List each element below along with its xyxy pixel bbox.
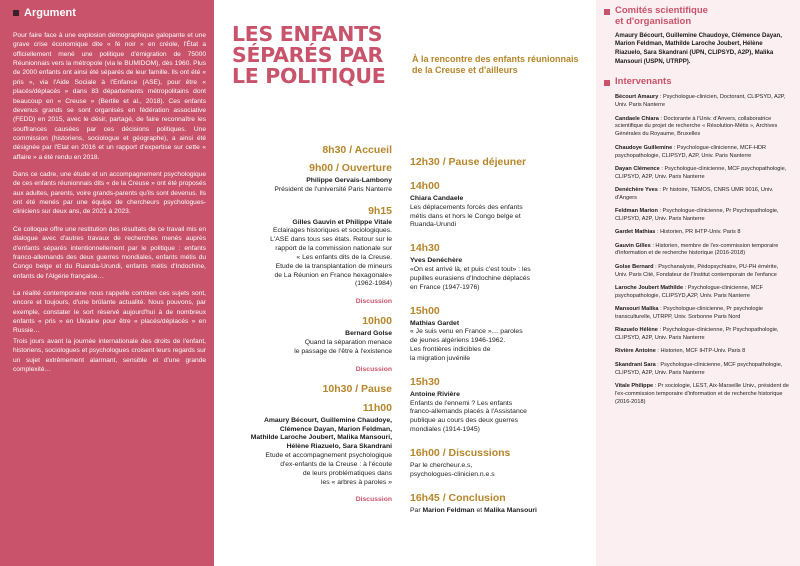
intervenant-info: : Psychologue-clinicienne, Pr Psychopathologie, CLIPSYD, A2P, Univ. Paris Nanterre [615, 327, 779, 342]
session-1000-time: 10h00 [362, 315, 392, 328]
argument-paragraph: Pour faire face à une explosion démographique galopante et une grave crise économique dite « fé noir » en créole, l'État a officiellement mené une politique d'émigration de 75000 Réunionnais vers la métropole (via le BUMIDOM), dès 1960. Plus de 2000 enfants ont ainsi été séparés de leur famille. Ils ont été « pris », via l'Aide Sociale à l'Enfance (ASE), pour être « placés/déplacés » dans 83 départements métropolitains dont beaucoup en « Creuse » (Bertile et al., 2018). Ces enfants devenus grands se sont organisés en fédération associative (FEDD) en 2015, avec le désir, partagé, de faire reconnaître les souffrances causées par ces décisions politiques. Une commission (historiens, sociologue et géographe), a ainsi été désignée par l'Etat en 2016 et un rapport d'expertise sur cette « affaire » a été rendu en 2018. [13, 32, 206, 161]
square-bullet-icon [13, 10, 19, 16]
committee-members: Amaury Bécourt, Guillemine Chaudoye, Clémence Dayan, Marion Feldman, Mathilde Laroche Joubert, Hélène Riazuelo, Sara Skandrani (UPN, CLIPSYD, A2P), Malika Mansouri (USPN, UTRPP). [615, 31, 782, 65]
session-1500-desc-line: de jeunes algériens 1946-1962. [410, 337, 506, 345]
intervenant-info: : Psychologue-clinicienne, MCF psychopathologie, CLIPSYD, A2P, Univ. Paris Nanterre [615, 361, 783, 376]
intervenant-item [615, 116, 790, 140]
argument-paragraph: La réalité contemporaine nous rappelle combien ces sujets sont, encore et toujours, d'une brûlante actualité. Nous pouvons, par exemple, constater le sort réservé aujourd'hui à de nombreux enfants « pris » en Ukraine pour être « placés/déplacés » en Russie… [13, 289, 206, 335]
intervenant-item [615, 229, 790, 237]
discussion-label: Discussion [355, 496, 392, 504]
discussions-desc-line: Par le chercheur.e.s, [410, 461, 473, 469]
intervenant-item [615, 383, 790, 407]
intervenant-name: Rivière Antoine [615, 348, 656, 355]
intervenant-item [615, 327, 790, 343]
intervenant-item [615, 243, 790, 259]
session-1530-desc-line: publique au cours des deux guerres [410, 417, 519, 425]
conclusion-mid: et [474, 506, 485, 514]
intervenant-item [615, 208, 790, 224]
committee-heading [604, 6, 790, 28]
intervenant-item [615, 145, 790, 161]
committee-title-line: et d'organisation [615, 15, 692, 27]
dejeuner-time: 12h30 / Pause déjeuner [410, 156, 527, 168]
pause-time: 10h30 / Pause [322, 382, 392, 395]
intervenant-info: : Pr sociologie, LEST, Aix-Marseille Univ., président de l'ex-commission temporaire d'information et de recherche historique (2016-2018) [615, 382, 789, 405]
intervenant-item [615, 94, 790, 110]
morning-schedule [216, 144, 392, 503]
argument-heading [13, 7, 206, 19]
session-915-desc-line: « Les enfants dits de la Creuse. [296, 253, 392, 261]
intervenant-info: : Psychologue-clinicienne, MCF psychopathologie, CLIPSYD,A2P, Univ. Paris Nanterre [615, 284, 763, 299]
intervenant-item [615, 187, 790, 203]
intervenant-item [615, 362, 790, 378]
intervenant-name: Chaudoye Guillemine [615, 144, 673, 151]
session-1430-time: 14h30 [410, 242, 440, 255]
session-1530-desc-line: franco-allemands placés à l'Assistance [410, 408, 527, 416]
accueil-time: 8h30 / Accueil [322, 144, 392, 156]
session-1100-time: 11h00 [362, 401, 392, 414]
intervenants-list [615, 94, 790, 406]
session-1530-desc-line: Enfants de l'ennemi ? Les enfants [410, 399, 513, 407]
session-1500-desc-line: « Je suis venu en France »… paroles [410, 328, 523, 336]
session-1430-desc-line: pupilles eurasiens d'Indochine déplacés [410, 274, 530, 282]
argument-title: Argument [24, 7, 76, 19]
discussions-time: 16h00 / Discussions [410, 446, 511, 459]
intervenant-name: Mansouri Malika [615, 306, 659, 313]
discussion-label: Discussion [355, 298, 392, 306]
intervenant-item [615, 306, 790, 322]
session-1400-speaker: Chiara Candaele [410, 195, 464, 202]
intervenant-info: : Historien, PR IHTP-Univ. Paris 8 [655, 229, 741, 236]
session-915-desc-line: Eclairages historiques et sociologiques. [272, 227, 392, 235]
argument-paragraph: Dans ce cadre, une étude et un accompagnement psychologique de ces enfants réunionnais dits « de la Creuse » ont été proposés aux adultes, parents, voire grands-parents qu'ils sont devenus. Ils ont été menés par une équipe de chercheurs psychologues-cliniciens sur deux ans, de 2021 à 2023. [13, 171, 206, 216]
intervenant-info: : Historien, MCF IHTP-Univ. Paris 8 [655, 348, 746, 355]
session-915-desc-line: Etude de la transplantation de mineurs [275, 262, 392, 270]
intervenant-name: Denéchère Yves [615, 186, 658, 193]
session-1530-speaker: Antoine Rivière [410, 390, 460, 398]
intervenant-info: : Doctorante à l'Univ. d'Anvers, collaboratrice scientifique du projet de recherche « Résolution-Métis », Archives Générales du Royaume, Bruxelles [615, 115, 778, 138]
argument-paragraph: Trois jours avant la journée internationale des droits de l'enfant, historiens, sociologues et psychologues croisent leurs regards sur un sujet extrêmement alarmant, sensible et d'une grande complexité… [13, 337, 206, 373]
intervenant-name: Candaele Chiara [615, 115, 659, 122]
session-1100-speaker-line: Clémence Dayan, Marion Feldman, [279, 425, 392, 433]
program-panel [214, 0, 596, 566]
session-1000-speaker: Bernard Golse [345, 330, 392, 338]
intervenant-info: : Pr histoire, TEMOS, CNRS UMR 9016, Univ. d'Angers [615, 186, 774, 201]
session-915-time: 9h15 [368, 204, 392, 217]
session-915-desc-line: L'ASE dans tous ses états. Retour sur le [270, 236, 392, 244]
square-bullet-icon [604, 80, 610, 86]
session-1530-time: 15h30 [410, 375, 440, 388]
argument-panel [0, 0, 214, 566]
intervenant-name: Laroche Joubert Mathilde [615, 284, 684, 291]
session-1100-speaker-line: Mathilde Laroche Joubert, Malika Mansouri, [250, 434, 392, 442]
intervenant-info: : Historien, membre de l'ex-commission temporaire d'information et de recherche historique (2016-2018) [615, 242, 779, 257]
title-line: SÉPARÉS PAR [232, 42, 383, 67]
intervenant-item [615, 348, 790, 356]
session-1100-desc-line: d'ex-enfants de la Creuse : à l'écoute [280, 460, 392, 468]
committee-panel [596, 0, 800, 566]
session-1500-speaker: Mathias Gardet [410, 319, 460, 327]
conclusion-speakers [410, 507, 592, 516]
page-title [232, 24, 432, 87]
intervenant-name: Feldman Marion [615, 208, 658, 215]
intervenant-name: Skandrani Sara [615, 361, 656, 368]
session-1100-desc-line: de leurs problématiques dans [302, 469, 392, 477]
session-1430-desc-line: «On est arrivé là, et puis c'est tout» : les [410, 266, 531, 274]
intervenant-item [615, 264, 790, 280]
intervenants-heading [604, 77, 790, 88]
ouverture-time: 9h00 / Ouverture [309, 162, 392, 174]
session-1100-speaker-line: Hélène Riazuelo, Sara Skandrani [286, 443, 392, 451]
intervenant-info: : Psychologue-clinicienne, Pr Psychopathologie, CLIPSYD, A2P, Univ. Paris Nanterre [615, 208, 779, 223]
session-1430-speaker: Yves Denéchère [410, 257, 463, 265]
session-1530-desc-line: mondiales (1914-1945) [410, 426, 480, 434]
title-line: LE POLITIQUE [232, 63, 386, 88]
conclusion-time: 16h45 / Conclusion [410, 491, 506, 504]
session-1400-desc-line: Les déplacements forcés des enfants [410, 203, 523, 211]
session-1400-time: 14h00 [410, 180, 440, 192]
intervenant-item [615, 285, 790, 301]
session-1100-speaker-line: Amaury Bécourt, Guillemine Chaudoye, [263, 416, 392, 424]
intervenant-info: : Psychologue-clinicien, Doctorant, CLIPSYD, A2P, Univ. Paris Nanterre [615, 94, 786, 109]
intervenant-info: : Psychologue-clinicienne, Pr psychologie transculturelle, UTRPP, Univ. Sorbonne Paris Nord [615, 306, 764, 320]
ouverture-role: Président de l'université Paris Nanterre [274, 185, 392, 193]
session-915-desc-line: (1962-1984) [354, 280, 392, 288]
session-1500-desc-line: la migration juvénile [410, 354, 471, 362]
intervenant-info: : Psychologue-clinicienne, MCF-HDR psychopathologie, CLIPSYD, A2P, Univ. Paris Nanterre [615, 144, 767, 159]
session-1100-desc-line: Etude et accompagnement psychologique [265, 452, 392, 460]
conclusion-prefix: Par [410, 506, 423, 514]
intervenant-name: Dayan Clémence [615, 165, 660, 172]
session-1100-desc-line: les « arbres à paroles » [320, 478, 392, 486]
title-line: LES ENFANTS [232, 22, 383, 46]
intervenant-name: Golse Bernard [615, 263, 654, 270]
page-subtitle: À la rencontre des enfants réunionnais de la Creuse et d'ailleurs [412, 54, 579, 75]
intervenant-info: : Psychanalyste, Pédopsychiatre, PU-PH émérite, Univ. Paris Cité, Fondateur de l'Institut contemporain de l'enfance [615, 263, 779, 278]
session-1400-desc-line: Ruanda-Urundi [410, 221, 457, 229]
square-bullet-icon [604, 9, 610, 15]
argument-paragraph: Ce colloque offre une restitution des résultats de ce travail mis en dialogue avec d'autres travaux de recherches menés auprès d'enfants séparés intentionnellement par le politique : enfants franco-allemands des deux guerres mondiales, enfants métis du Congo belge et du Ruanda-Urundi, enfants métis d'Indochine, enfants de l'Algérie française… [13, 225, 206, 280]
intervenant-name: Riazuelo Hélène [615, 327, 658, 334]
discussions-desc-line: psychologues-clinicien.n.e.s [410, 470, 495, 478]
ouverture-speaker: Philippe Gervais-Lambony [306, 177, 392, 184]
intervenant-item [615, 166, 790, 182]
conclusion-speaker: Marion Feldman [422, 506, 475, 514]
conclusion-speaker: Malika Mansouri [484, 506, 537, 514]
committee-title [615, 6, 708, 28]
session-1400-desc-line: métis dans et hors le Congo belge et [410, 212, 521, 220]
afternoon-schedule [410, 156, 592, 515]
session-1000-desc-line: le passage de l'être à l'existence [294, 347, 392, 355]
session-1500-time: 15h00 [410, 304, 440, 317]
session-915-desc-line: rapport de la commission nationale sur [275, 245, 392, 253]
intervenant-name: Bécourt Amaury [615, 94, 659, 101]
session-1500-desc-line: Les frontières indicibles de [410, 346, 491, 354]
intervenants-title: Intervenants [615, 76, 672, 88]
intervenant-name: Gardet Mathias [615, 229, 656, 236]
session-915-speakers: Gilles Gauvin et Philippe Vitale [292, 218, 392, 226]
intervenant-info: : Psychologue-clinicienne, MCF psychopathologie, CLIPSYD, A2P, Univ. Paris Nanterre [615, 165, 787, 180]
intervenant-name: Gauvin Gilles [615, 242, 651, 249]
session-1430-desc-line: en France (1947-1976) [410, 283, 480, 291]
session-915-desc-line: de La Réunion en France hexagonale» [274, 271, 392, 279]
intervenant-name: Vitale Philippe [615, 382, 654, 389]
committee-title-line: Comités scientifique [615, 5, 708, 16]
session-1000-desc-line: Quand la séparation menace [304, 339, 392, 347]
discussion-label: Discussion [355, 365, 392, 373]
